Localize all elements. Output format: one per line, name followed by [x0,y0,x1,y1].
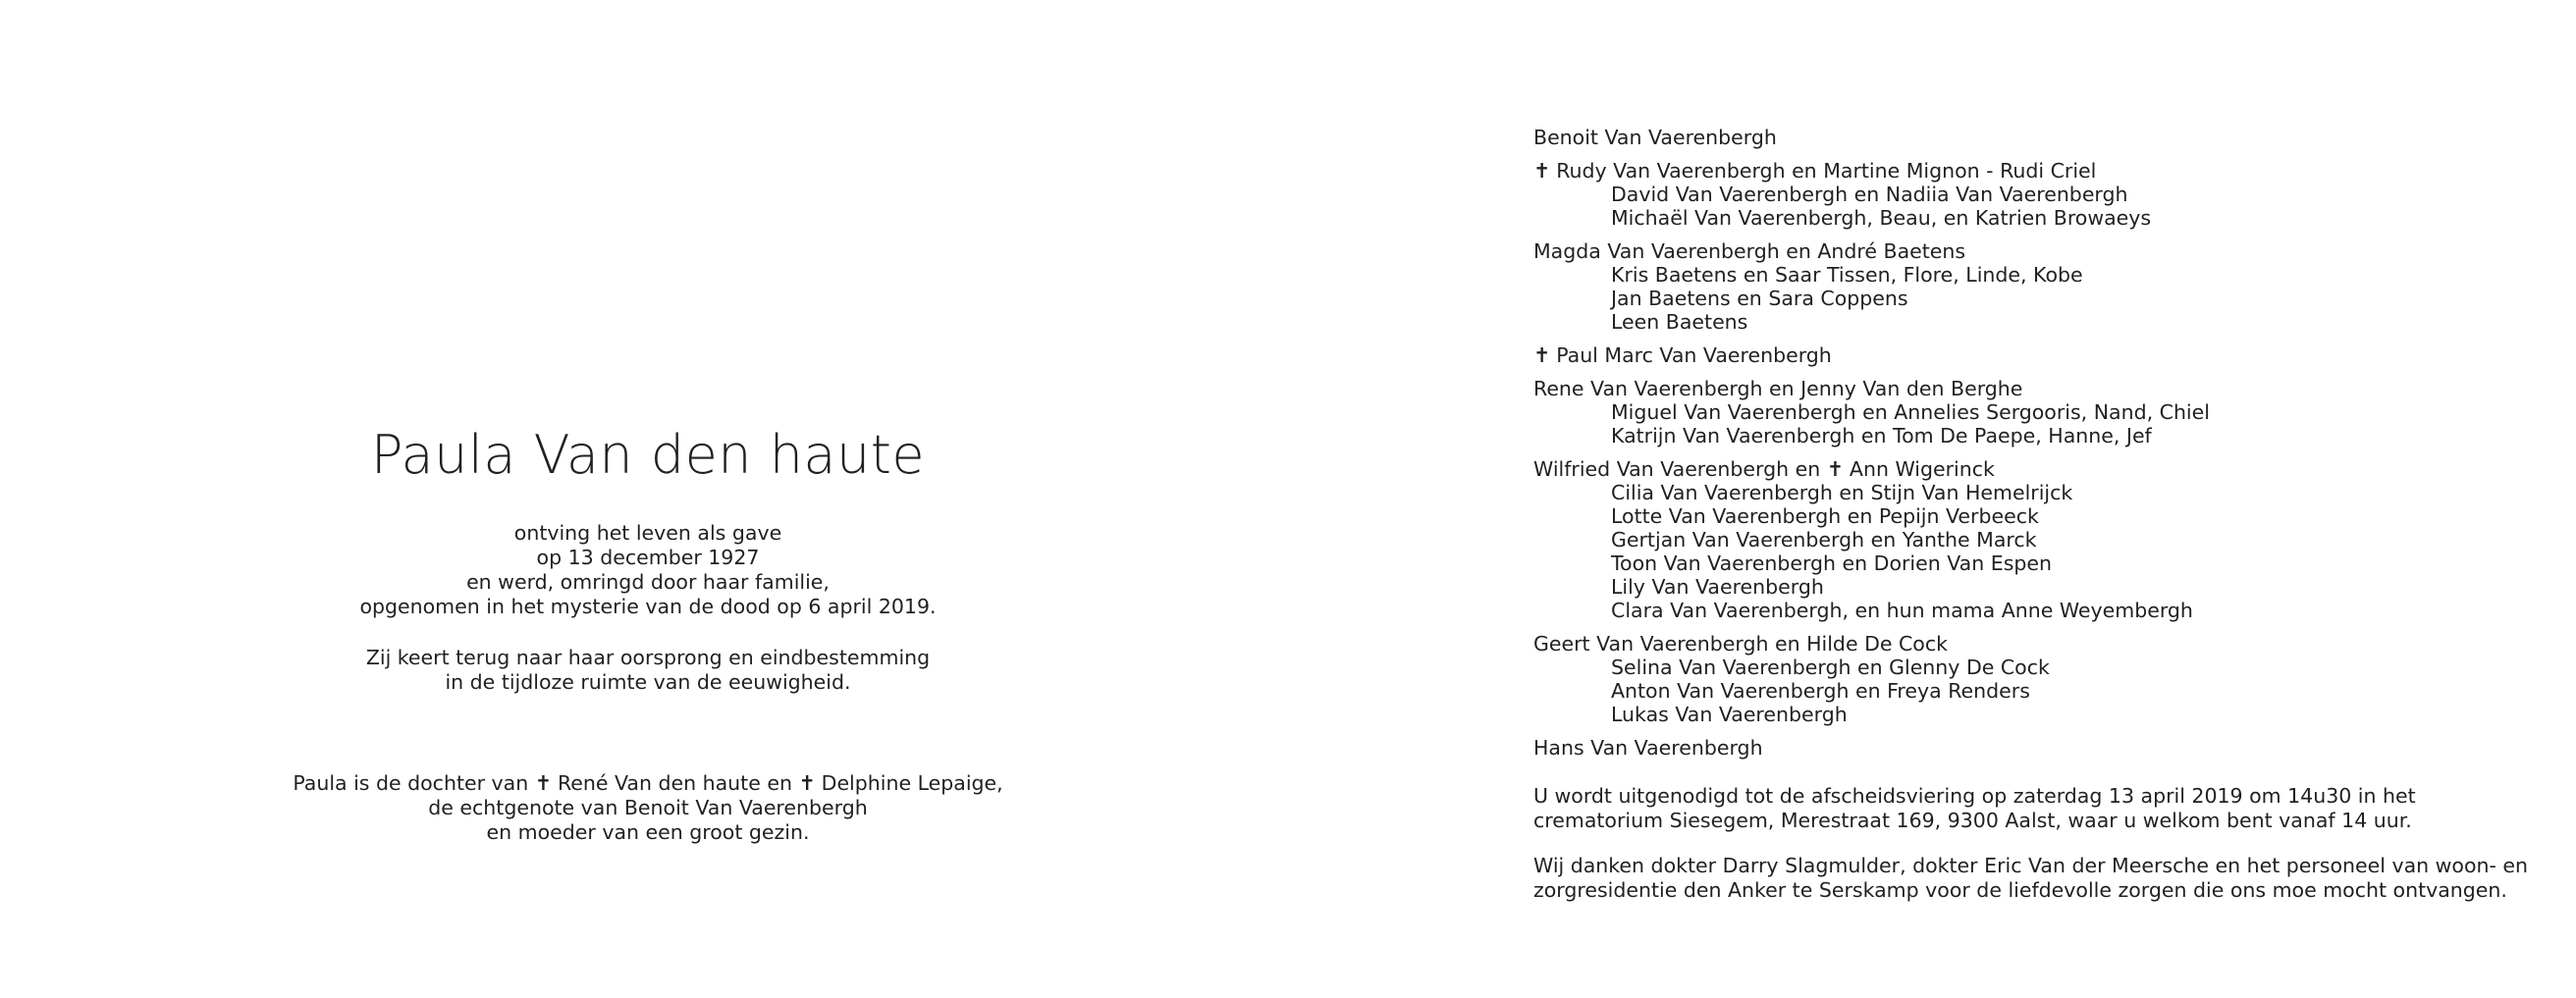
family-child: Lily Van Vaerenbergh [1611,575,1824,599]
family-group [1533,159,2554,230]
memorial-left-panel [196,0,1100,998]
family-parent: Geert Van Vaerenbergh en Hilde De Cock [1533,632,1948,656]
family-parent-name: Rudy Van Vaerenbergh en Martine Mignon - Rudi Criel [1556,159,2097,183]
cross-icon: ✝ [1826,457,1844,481]
family-group [1533,126,2554,149]
life-line: opgenomen in het mysterie van de dood op 6 april 2019. [359,595,937,618]
family-child: Cilia Van Vaerenbergh en Stijn Van Hemelrijck [1611,481,2073,504]
deceased-name: Paula Van den haute [370,424,926,486]
family-parent: Benoit Van Vaerenbergh [1533,126,1777,149]
eternity-line: Zij keert terug naar haar oorsprong en eindbestemming [365,646,931,669]
family-child: David Van Vaerenbergh en Nadiia Van Vaerenbergh [1611,183,2128,206]
family-group [1533,239,2554,334]
family-child: Miguel Van Vaerenbergh en Annelies Sergooris, Nand, Chiel [1611,400,2210,424]
invitation-line: crematorium Siesegem, Merestraat 169, 9300 Aalst, waar u welkom bent vanaf 14 uur. [1533,809,2412,832]
family-parent-partner: Ann Wigerinck [1849,457,1995,481]
family-group [1533,343,2554,367]
life-line: ontving het leven als gave [513,521,782,545]
cross-icon: ✝ [798,771,816,795]
family-list [1533,126,2554,769]
eternity-text [196,646,1100,695]
mother-name: Delphine Lepaige, [821,771,1003,795]
family-parent [1533,343,2554,367]
family-group [1533,377,2554,447]
family-child: Lukas Van Vaerenbergh [1611,703,1848,726]
parents-intro: Paula is de dochter van [293,771,535,795]
family-child: Jan Baetens en Sara Coppens [1611,287,1908,310]
family-parent [1533,457,2554,481]
cross-icon: ✝ [1533,343,1551,367]
family-parent: Hans Van Vaerenbergh [1533,736,1763,760]
family-parent: Magda Van Vaerenbergh en André Baetens [1533,239,1966,263]
family-group [1533,457,2554,622]
funeral-invitation [1533,784,2535,833]
family-child: Toon Van Vaerenbergh en Dorien Van Espen [1611,552,2052,575]
family-parent: Rene Van Vaerenbergh en Jenny Van den Berghe [1533,377,2023,400]
family-parent-name: Wilfried Van Vaerenbergh en [1533,457,1827,481]
family-child: Michaël Van Vaerenbergh, Beau, en Katrien Browaeys [1611,206,2152,230]
invitation-line: U wordt uitgenodigd tot de afscheidsviering op zaterdag 13 april 2019 om 14u30 in het [1533,784,2416,808]
father-name: René Van den haute en [557,771,799,795]
family-relations-text [196,771,1100,845]
memorial-right-panel [1533,0,2554,998]
thanks-line: zorgresidentie den Anker te Serskamp voor de liefdevolle zorgen die ons moe mocht ontvangen. [1533,878,2507,902]
life-line: en werd, omringd door haar familie, [466,570,830,594]
thanks-note [1533,854,2535,903]
family-child: Clara Van Vaerenbergh, en hun mama Anne Weyembergh [1611,599,2193,622]
family-child: Lotte Van Vaerenbergh en Pepijn Verbeeck [1611,504,2039,528]
family-child: Leen Baetens [1611,310,1748,334]
family-parent-name: Paul Marc Van Vaerenbergh [1556,343,1832,367]
family-child: Gertjan Van Vaerenbergh en Yanthe Marck [1611,528,2037,552]
thanks-line: Wij danken dokter Darry Slagmulder, dokter Eric Van der Meersche en het personeel van woon- en [1533,854,2529,877]
family-child: Selina Van Vaerenbergh en Glenny De Cock [1611,656,2050,679]
life-line: op 13 december 1927 [536,546,760,569]
family-parent [1533,159,2554,183]
mother-line: en moeder van een groot gezin. [486,820,810,844]
parents-line [196,771,1100,796]
family-group [1533,736,2554,760]
spouse-line: de echtgenote van Benoit Van Vaerenbergh [428,796,868,819]
family-child: Anton Van Vaerenbergh en Freya Renders [1611,679,2030,703]
family-child: Kris Baetens en Saar Tissen, Flore, Linde, Kobe [1611,263,2083,287]
family-group [1533,632,2554,726]
eternity-line: in de tijdloze ruimte van de eeuwigheid. [445,670,851,694]
cross-icon: ✝ [534,771,552,795]
family-child: Katrijn Van Vaerenbergh en Tom De Paepe, Hanne, Jef [1611,424,2152,447]
life-announcement [196,521,1100,619]
cross-icon: ✝ [1533,159,1551,183]
